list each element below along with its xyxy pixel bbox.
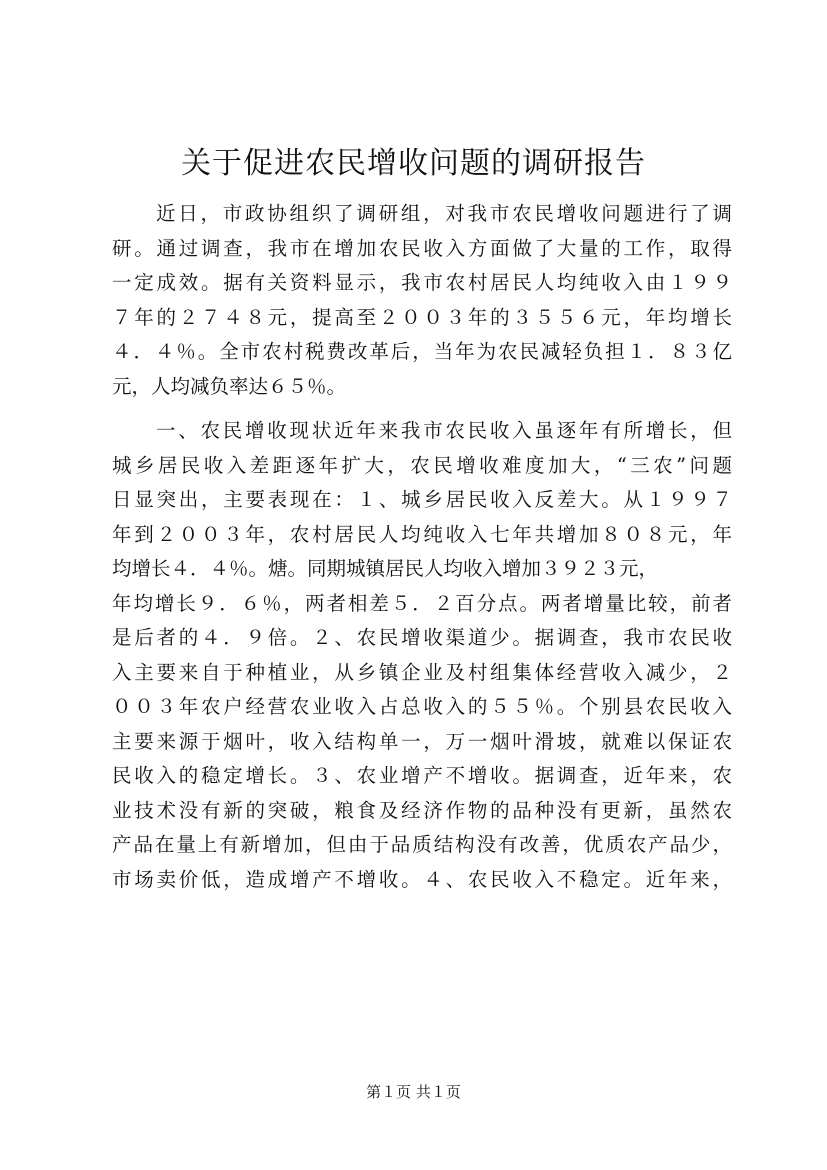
paragraph-line: 业技术没有新的突破，粮食及经济作物的品种没有更新，虽然农 [112, 798, 732, 822]
paragraph-line: 均增长４．４％。煻。同期城镇居民人均收入增加３９２３元， [112, 557, 659, 580]
paragraph-line: 是后者的４．９倍。２、农民增收渠道少。据调查，我市农民收 [112, 626, 732, 649]
paragraph-line: ４．４％。全市农村税费改革后，当年为农民减轻负担１．８３亿 [112, 340, 732, 363]
paragraph-line: ７年的２７４８元，提高至２００３年的３５５６元，年均增长 [112, 305, 732, 329]
paragraph-line: 研。通过调查，我市在增加农民收入方面做了大量的工作，取得 [112, 236, 732, 260]
paragraph-line: 一、农民增收现状近年来我市农民收入虽逐年有所增长，但 [156, 419, 732, 442]
paragraph-line: 元，人均减负率达６５％。 [112, 374, 347, 398]
paragraph-line: 产品在量上有新增加，但由于品质结构没有改善，优质农产品少， [112, 833, 732, 856]
paragraph-line: ００３年农户经营农业收入占总收入的５５％。个别县农民收入 [112, 695, 732, 718]
paragraph-line: 市场卖价低，造成增产不增收。４、农民收入不稳定。近年来， [112, 867, 732, 891]
paragraph-line: 近日，市政协组织了调研组，对我市农民增收问题进行了调 [156, 202, 732, 225]
paragraph-line: 年均增长９．６％，两者相差５．２百分点。两者增量比较，前者 [112, 591, 732, 615]
paragraph-line: 年到２００３年，农村居民人均纯收入七年共增加８０８元，年 [112, 522, 732, 546]
paragraph-line: 城乡居民收入差距逐年扩大，农民增收难度加大，“三农”问题 [112, 453, 732, 477]
page-number: 第１页 共１页 [366, 1083, 461, 1101]
document-body [112, 197, 732, 897]
paragraph-line: 民收入的稳定增长。３、农业增产不增收。据调查，近年来，农 [112, 764, 732, 787]
paragraph-gap [112, 404, 732, 414]
document-title: 关于促进农民增收问题的调研报告 [181, 146, 646, 181]
paragraph-line: 日显突出，主要表现在：１、城乡居民收入反差大。从１９９７ [112, 488, 732, 511]
paragraph-1 [112, 197, 732, 404]
paragraph-line: 入主要来自于种植业，从乡镇企业及村组集体经营收入减少，２ [112, 660, 732, 684]
paragraph-line: 一定成效。据有关资料显示，我市农村居民人均纯收入由１９９ [112, 271, 732, 294]
paragraph-2 [112, 414, 732, 897]
paragraph-line: 主要来源于烟叶，收入结构单一，万一烟叶滑坡，就难以保证农 [112, 729, 732, 753]
